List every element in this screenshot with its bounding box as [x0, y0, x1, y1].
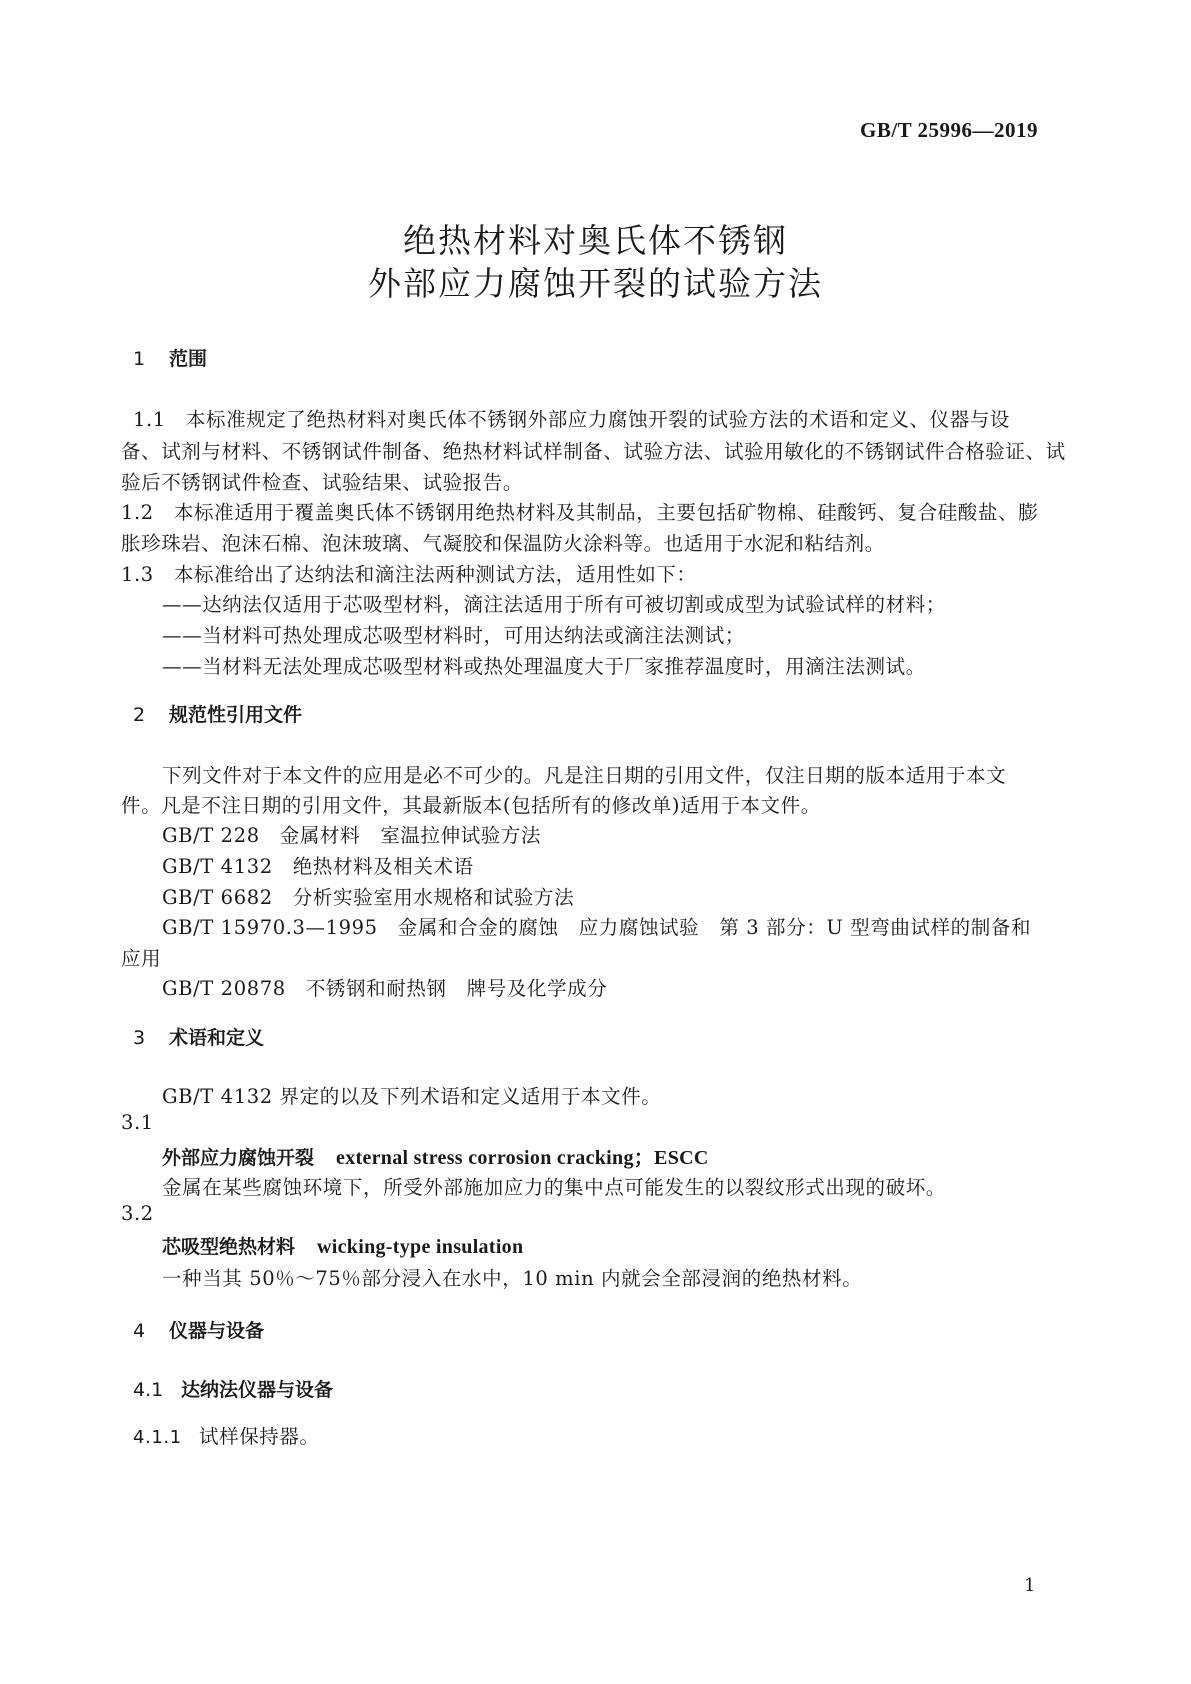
reference-item: GB/T 15970.3—1995 金属和合金的腐蚀 应力腐蚀试验 第 3 部分：U 型弯曲试样的制备和 [162, 916, 1032, 939]
section-title: 规范性引用文件 [169, 704, 303, 726]
standard-number: GB/T 25996—2019 [860, 118, 1039, 142]
term-number: 3.2 [121, 1202, 154, 1225]
section-2-heading [133, 700, 302, 727]
term-definition: 一种当其 50％～75％部分浸入在水中，10 min 内就会全部浸润的绝热材料。 [162, 1267, 863, 1290]
term-zh: 芯吸型绝热材料 [162, 1236, 296, 1258]
term-number: 3.1 [121, 1111, 154, 1134]
document-title-line1: 绝热材料对奥氏体不锈钢 [403, 221, 788, 260]
clause-1-3: 1.3 本标准给出了达纳法和滴注法两种测试方法，适用性如下： [121, 563, 697, 586]
page-number: 1 [1024, 1575, 1036, 1596]
subsection-4-1-heading [133, 1375, 333, 1402]
section-3-heading [133, 1023, 264, 1050]
item-number: 4.1.1 [133, 1427, 182, 1448]
clause-1-1-line2: 备、试剂与材料、不锈钢试件制备、绝热材料试样制备、试验方法、试验用敏化的不锈钢试件合格验证、试 [121, 440, 1066, 463]
list-item: ——当材料无法处理成芯吸型材料或热处理温度大于厂家推荐温度时，用滴注法测试。 [162, 655, 926, 678]
list-item: ——达纳法仅适用于芯吸型材料，滴注法适用于所有可被切割或成型为试验试样的材料； [162, 593, 946, 616]
reference-item: GB/T 228 金属材料 室温拉伸试验方法 [162, 824, 542, 847]
term-zh: 外部应力腐蚀开裂 [162, 1147, 315, 1169]
clause-1-1-line1: 1.1 本标准规定了绝热材料对奥氏体不锈钢外部应力腐蚀开裂的试验方法的术语和定义、仪器与设 [133, 408, 1011, 431]
item-text: 试样保持器。 [199, 1425, 320, 1448]
section-number: 3 [133, 1027, 146, 1049]
section-number: 1 [133, 348, 146, 370]
reference-item: GB/T 4132 绝热材料及相关术语 [162, 855, 474, 878]
reference-item-continued: 应用 [121, 947, 162, 970]
section-number: 4 [133, 1320, 146, 1342]
section-number: 2 [133, 704, 146, 726]
item-4-1-1 [133, 1421, 320, 1449]
reference-item: GB/T 20878 不锈钢和耐热钢 牌号及化学成分 [162, 977, 608, 1000]
term-heading [162, 1232, 523, 1259]
term-heading [162, 1141, 709, 1170]
clause-1-2-line1: 1.2 本标准适用于覆盖奥氏体不锈钢用绝热材料及其制品，主要包括矿物棉、硅酸钙、复合硅酸盐、膨 [121, 501, 1039, 524]
clause-1-1-line3: 验后不锈钢试件检查、试验结果、试验报告。 [121, 471, 524, 494]
subsection-title: 达纳法仪器与设备 [181, 1379, 334, 1401]
document-title-line2: 外部应力腐蚀开裂的试验方法 [368, 264, 823, 303]
section-title: 术语和定义 [169, 1027, 265, 1049]
term-definition: 金属在某些腐蚀环境下，所受外部施加应力的集中点可能发生的以裂纹形式出现的破坏。 [162, 1176, 946, 1199]
subsection-number: 4.1 [133, 1379, 164, 1401]
term-en: wicking-type insulation [317, 1236, 524, 1258]
list-item: ——当材料可热处理成芯吸型材料时，可用达纳法或滴注法测试； [162, 624, 745, 647]
section-title: 范围 [169, 348, 208, 370]
clause-1-2-line2: 胀珍珠岩、泡沫石棉、泡沫玻璃、气凝胶和保温防火涂料等。也适用于水泥和粘结剂。 [121, 532, 885, 555]
references-intro-line1: 下列文件对于本文件的应用是必不可少的。凡是注日期的引用文件，仅注日期的版本适用于本文 [162, 764, 1007, 787]
section-title: 仪器与设备 [169, 1320, 265, 1342]
references-intro-line2: 件。凡是不注日期的引用文件，其最新版本(包括所有的修改单)适用于本文件。 [121, 794, 821, 817]
term-en: external stress corrosion cracking；ESCC [336, 1147, 709, 1169]
reference-item: GB/T 6682 分析实验室用水规格和试验方法 [162, 886, 575, 909]
terms-intro: GB/T 4132 界定的以及下列术语和定义适用于本文件。 [162, 1085, 662, 1108]
section-4-heading [133, 1316, 264, 1343]
section-1-heading [133, 344, 207, 371]
